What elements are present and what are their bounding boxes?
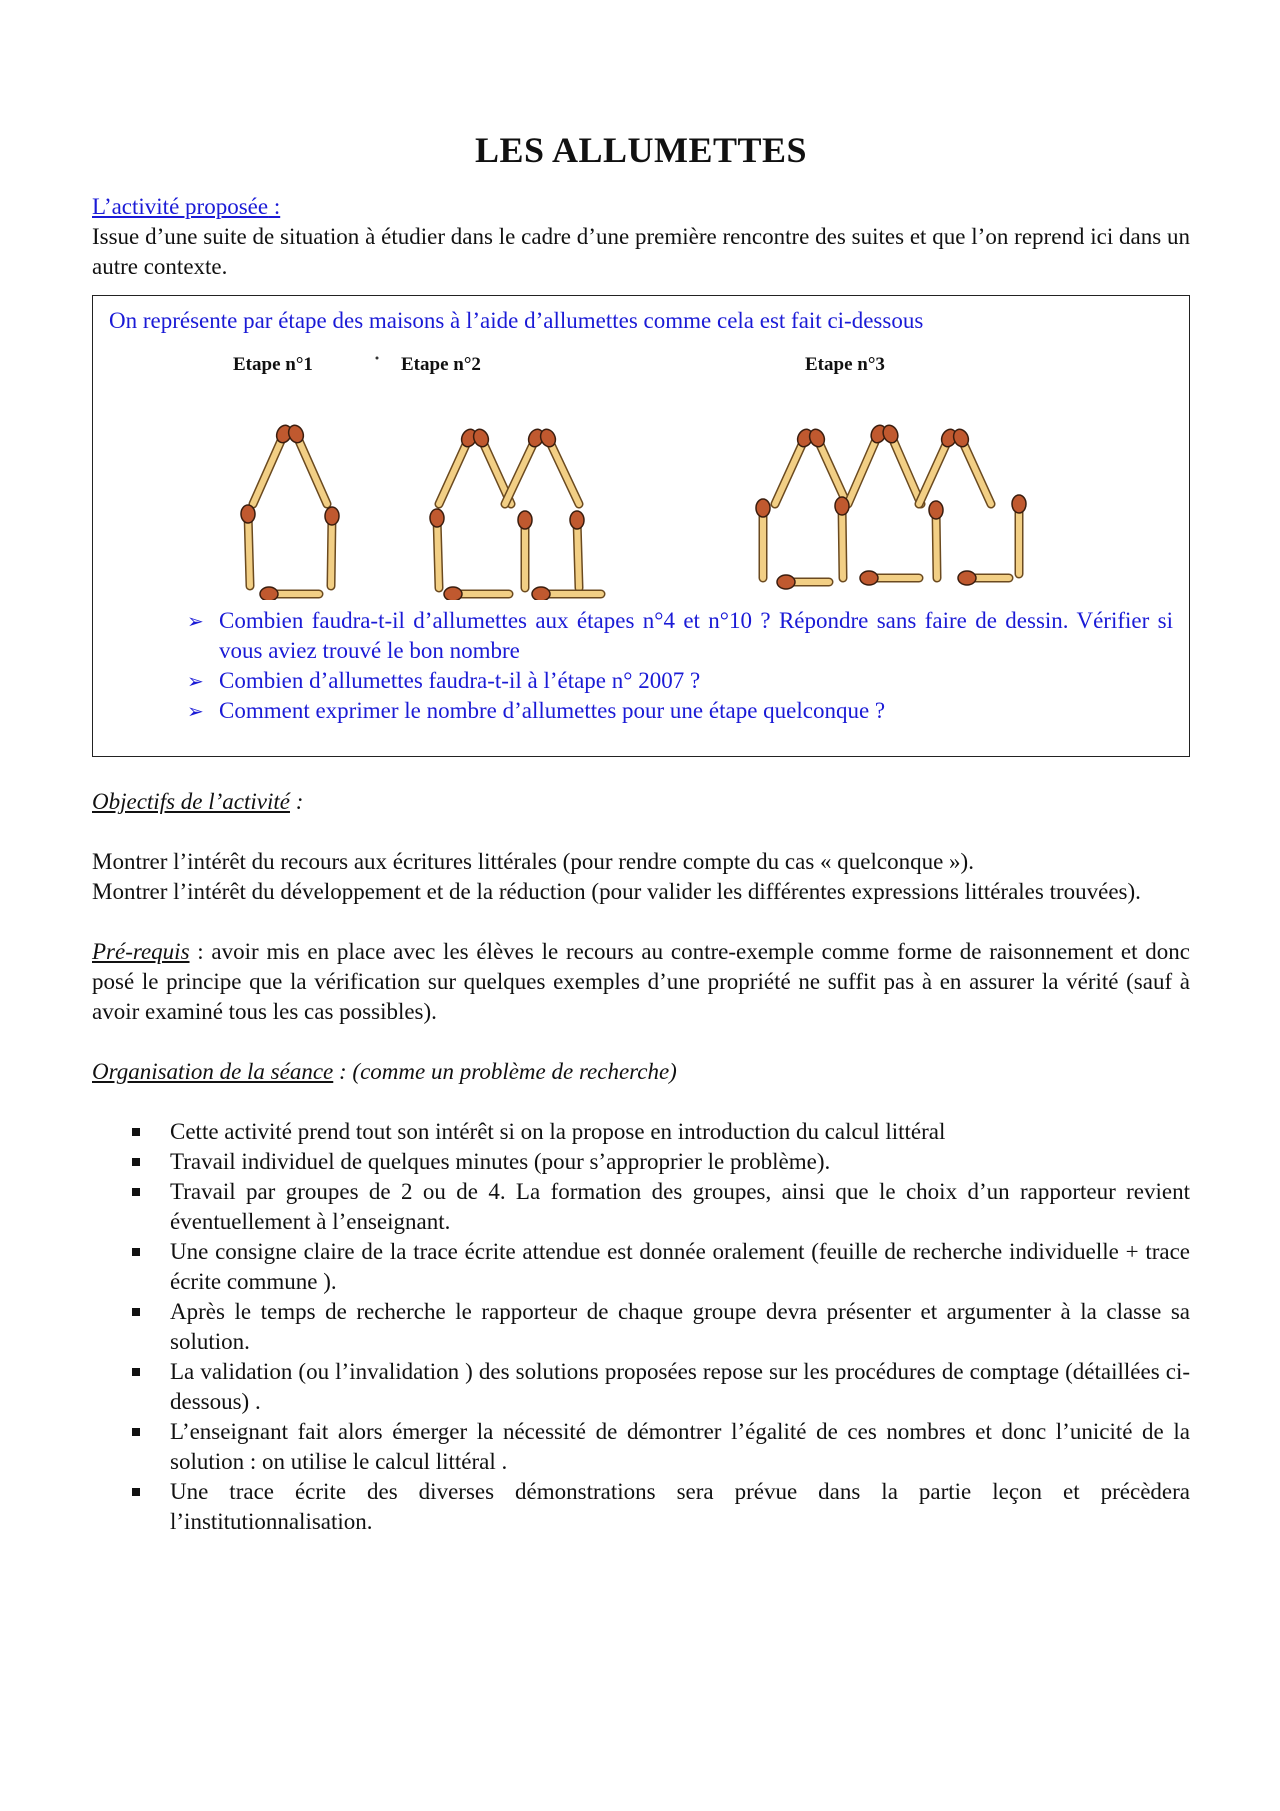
objectives-colon: : (289, 789, 304, 814)
question-text: Combien d’allumettes faudra-t-il à l’étape n° 2007 ? (219, 668, 701, 693)
roof-right-match (807, 427, 847, 504)
question-item (187, 666, 1173, 696)
objective-line-2: Montrer l’intérêt du développement et de la réduction (pour valider les différentes expressions littérales trouvées). (92, 879, 1141, 904)
box-intro: On représente par étape des maisons à l’aide d’allumettes comme cela est fait ci-dessous (109, 308, 924, 333)
wall-match (1012, 495, 1026, 574)
square-bullet-icon (132, 1428, 140, 1436)
list-item (132, 1297, 1190, 1357)
roof-left-match (253, 423, 294, 504)
roof-left-match (505, 427, 546, 504)
floor-match (444, 587, 509, 600)
question-item (187, 606, 1173, 666)
question-text: Combien faudra-t-il d’allumettes aux étapes n°4 et n°10 ? Répondre sans faire de dessin. Vérifier si vous aviez trouvé le bon nombre (219, 608, 1173, 663)
wall-match (518, 511, 532, 588)
prereq-label: Pré-requis (92, 939, 190, 964)
list-item (132, 1357, 1190, 1417)
roof-right-match (538, 427, 579, 504)
objectives-heading (92, 787, 1190, 817)
list-item-text: Une consigne claire de la trace écrite attendue est donnée oralement (feuille de recherche individuelle + trace écrite commune ). (170, 1239, 1190, 1294)
roof-right-match (471, 427, 511, 504)
organisation-subtitle: : (comme un problème de recherche) (333, 1059, 677, 1084)
wall-match (835, 497, 849, 578)
list-item-text: Travail par groupes de 2 ou de 4. La formation des groupes, ainsi que le choix d’un rapporteur revient éventuellement à l’enseignant. (170, 1179, 1190, 1234)
objectives-label: Objectifs de l’activité (92, 789, 290, 814)
stage-label-3: Etape n°3 (805, 354, 885, 375)
list-item (132, 1417, 1190, 1477)
list-item (132, 1117, 1190, 1147)
square-bullet-icon (132, 1368, 140, 1376)
list-item (132, 1477, 1190, 1537)
list-item-text: Une trace écrite des diverses démonstrations sera prévue dans la partie leçon et précèdera l’institutionnalisation. (170, 1479, 1190, 1534)
matchstick-figure (219, 338, 1077, 600)
square-bullet-icon (132, 1488, 140, 1496)
question-text: Comment exprimer le nombre d’allumettes pour une étape quelconque ? (219, 698, 886, 723)
wall-match (570, 511, 585, 588)
prereq-paragraph (92, 937, 1190, 1027)
arrow-bullet-icon: ➢ (187, 609, 204, 633)
square-bullet-icon (132, 1158, 140, 1166)
wall-match (241, 505, 255, 586)
organisation-heading (92, 1057, 1190, 1087)
roof-right-match (880, 423, 921, 504)
activity-box (92, 295, 1190, 757)
list-item (132, 1147, 1190, 1177)
document-page (92, 0, 1190, 1537)
wall-match (756, 499, 770, 578)
roof-left-match (848, 423, 889, 504)
arrow-bullet-icon: ➢ (187, 699, 204, 723)
roof-right-match (951, 427, 991, 504)
objective-line-1: Montrer l’intérêt du recours aux écritures littérales (pour rendre compte du cas « quelconque »). (92, 849, 974, 874)
stray-dot (376, 357, 379, 360)
wall-match (430, 509, 445, 588)
list-item-text: L’enseignant fait alors émerger la nécessité de démontrer l’égalité de ces nombres et donc l’unicité de la solution : on utilise le calcul littéral . (170, 1419, 1190, 1474)
organisation-label: Organisation de la séance (92, 1059, 334, 1084)
list-item-text: Après le temps de recherche le rapporteur de chaque groupe devra présenter et argumenter à la classe sa solution. (170, 1299, 1190, 1354)
floor-match (260, 587, 319, 600)
arrow-bullet-icon: ➢ (187, 669, 204, 693)
wall-match (929, 501, 943, 578)
square-bullet-icon (132, 1128, 140, 1136)
square-bullet-icon (132, 1248, 140, 1256)
list-item-text: Travail individuel de quelques minutes (pour s’approprier le problème). (170, 1149, 831, 1174)
page-title: LES ALLUMETTES (474, 130, 808, 170)
intro-heading (92, 192, 1190, 222)
list-item-text: La validation (ou l’invalidation ) des solutions proposées repose sur les procédures de comptage (détaillées ci-dessous) . (170, 1359, 1190, 1414)
wall-match (325, 507, 339, 586)
prereq-text: : avoir mis en place avec les élèves le recours au contre-exemple comme forme de raisonnement et donc posé le principe que la vérification sur quelques exemples d’une propriété ne suffit pas à en assurer la vérité (sauf à avoir examiné tous les cas possibles). (92, 939, 1190, 1024)
stage-label-2: Etape n°2 (401, 354, 481, 375)
roof-right-match (286, 423, 327, 504)
intro-text: Issue d’une suite de situation à étudier dans le cadre d’une première rencontre des suites et que l’on reprend ici dans un autre contexte. (92, 224, 1190, 279)
intro-label: L’activité proposée (92, 194, 269, 219)
square-bullet-icon (132, 1188, 140, 1196)
list-item-text: Cette activité prend tout son intérêt si on la propose en introduction du calcul littéral (170, 1119, 946, 1144)
question-list (109, 606, 1173, 726)
floor-match (777, 575, 829, 589)
list-item (132, 1177, 1190, 1237)
question-item (187, 696, 1173, 726)
floor-match (532, 587, 601, 600)
matchstick-houses (219, 338, 1077, 600)
stage-label-1: Etape n°1 (233, 354, 313, 375)
organisation-list (92, 1117, 1190, 1537)
list-item (132, 1237, 1190, 1297)
floor-match (958, 571, 1009, 585)
floor-match (860, 571, 919, 585)
square-bullet-icon (132, 1308, 140, 1316)
intro-colon: : (268, 194, 281, 219)
